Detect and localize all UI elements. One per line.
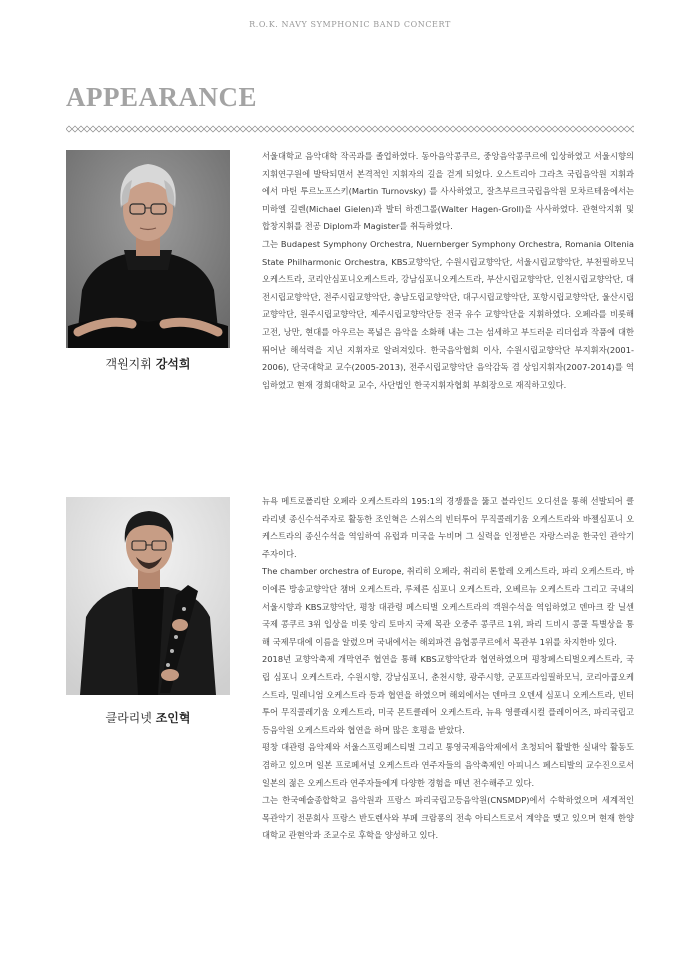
clarinetist-biography xyxy=(262,493,634,845)
bio-paragraph: 2018년 교향악축제 개막연주 협연을 통해 KBS교향악단과 협연하였으며 평창페스티벌오케스트라, 국립 심포니 오케스트라, 수원시향, 강남심포니, 춘천시향, 광주시향, 군포프라임필하모닉, 코리아쿱오케스트라, 밀레니엄 오케스트라 등과 협연을 하였으며 해외에서는 덴마크 오덴세 심포니 오케스트라, 빈터투어 무직콜레기움 오케스트라, 미국 몬트클레어 오케스트라, 뉴욕 영클래시컬 플레이어즈, 파리국립고등음악원 오케스트라와 협연을 하며 많은 호평을 받았다. xyxy=(262,654,634,735)
running-header: R.O.K. NAVY SYMPHONIC BAND CONCERT xyxy=(249,20,451,29)
clarinetist-name: 조인혁 xyxy=(155,711,191,725)
conductor-portrait-photo xyxy=(66,150,230,348)
conductor-role: 객원지휘 xyxy=(105,357,152,371)
bio-paragraph: 그는 Budapest Symphony Orchestra, Nuernberger Symphony Orchestra, Romania Oltenia State Philharmonic Orchestra, KBS교향악단, 수원시립교향악단, 서울시립교향악단, 부천필하모닉오케스트라, 코리안심포니오케스트라, 강남심포니오케스트라, 부산시립교향악단, 인천시립교향악단, 대전시립교향악단, 전주시립교향악단, 충남도립교향악단, 대구시립교향악단, 포항시립교향악단, 울산시립교향악단, 원주시립교향악단, 제주시립교향악단등 전국 유수 교향악단을 지휘하였다. 오페라를 비롯해 고전, 낭만, 현대를 아우르는 폭넓은 음악을 소화해 내는 그는 섬세하고 부드러운 리더쉽과 작품에 대한 뛰어난 해석력을 지닌 지휘자로 알려져있다. 한국음악협회 이사, 수원시립교향악단 부지휘자(2001-2006), 단국대학교 교수(2005-2013), 전주시립교향악단 음악감독 겸 상임지휘자(2007-2014)를 역임하였고 현재 경희대학교 교수, 사단법인 한국지휘자협회 부회장으로 재직하고있다. xyxy=(262,238,634,390)
section-title: APPEARANCE xyxy=(66,82,257,112)
diamond-chain-divider xyxy=(66,124,634,134)
bio-paragraph: 뉴욕 메트로폴리탄 오페라 오케스트라의 195:1의 경쟁률을 뚫고 블라인드 오디션을 통해 선발되어 클라리넷 종신수석주자로 활동한 조인혁은 스위스의 빈터투어 무직콜레기움 오케스트라와 바젤심포니 오케스트라의 종신수석을 역임하여 유럽과 미국을 누비며 그 실력을 인정받은 자랑스러운 한국인 관악기 주자이다. xyxy=(262,496,634,559)
clarinetist-caption xyxy=(66,709,230,726)
conductor-caption xyxy=(66,355,230,372)
bio-paragraph: 서울대학교 음악대학 작곡과를 졸업하였다. 동아음악콩쿠르, 중앙음악콩쿠르에 입상하였고 서울시향의 지휘연구원에 발탁되면서 본격적인 지휘자의 길을 걷게 되었다. 오스트리아 그라츠 국립음악원 지휘과에서 마틴 투르노프스키(Martin Turnovsky) 를 사사하였고, 잘츠부르크국립음악원 모차르테움에서는 미하엘 길렌(Michael Gielen)과 발터 하겐그롤(Walter Hagen-Groll)을 사사하였다. 관현악지휘 및 합창지휘를 전공 Diplom과 Magister를 취득하였다. xyxy=(262,151,634,232)
clarinetist-portrait-photo xyxy=(66,497,230,695)
bio-paragraph: The chamber orchestra of Europe, 취리히 오페라, 취리히 톤할레 오케스트라, 파리 오케스트라, 바이에른 방송교향악단 챔버 오케스트라, 루체른 심포니 오케스트라, 오베르뉴 오케스트라 그리고 국내의 서울시향과 KBS교향악단, 평창 대관령 페스티벌 오케스트라의 객원수석을 역임하였고 덴마크 칼 닐센 국제 콩쿠르 3위 입상을 비롯 앙리 토마지 국제 목관 오중주 콩쿠르 1위, 파리 드비시 콩쿨 특별상을 통해 국제무대에 이름을 알렸으며 국내에서는 해외파견 음협콩쿠르에서 목관부 1위를 차지한바 있다. xyxy=(262,566,634,647)
bio-paragraph: 평창 대관령 음악제와 서울스프링페스티벌 그리고 통영국제음악제에서 초청되어 활발한 실내악 활동도 겸하고 있으며 일본 프로페셔널 오케스트라 연주자들의 음악축제인 아피니스 페스티발의 교수진으로서 일본의 젊은 오케스트라 연주자들에게 다양한 경험을 매년 전수해주고 있다. xyxy=(262,742,634,788)
bio-paragraph: 그는 한국예술종합학교 음악원과 프랑스 파리국립고등음악원(CNSMDP)에서 수학하였으며 세계적인 목관악기 전문회사 프랑스 반도렌사와 부페 크람퐁의 전속 아티스트로서 계약을 맺고 있으며 현재 한양대학교 관현악과 조교수로 후학을 양성하고 있다. xyxy=(262,795,634,841)
conductor-biography xyxy=(262,148,634,394)
clarinetist-role: 클라리넷 xyxy=(105,711,152,725)
conductor-name: 강석희 xyxy=(155,357,191,371)
